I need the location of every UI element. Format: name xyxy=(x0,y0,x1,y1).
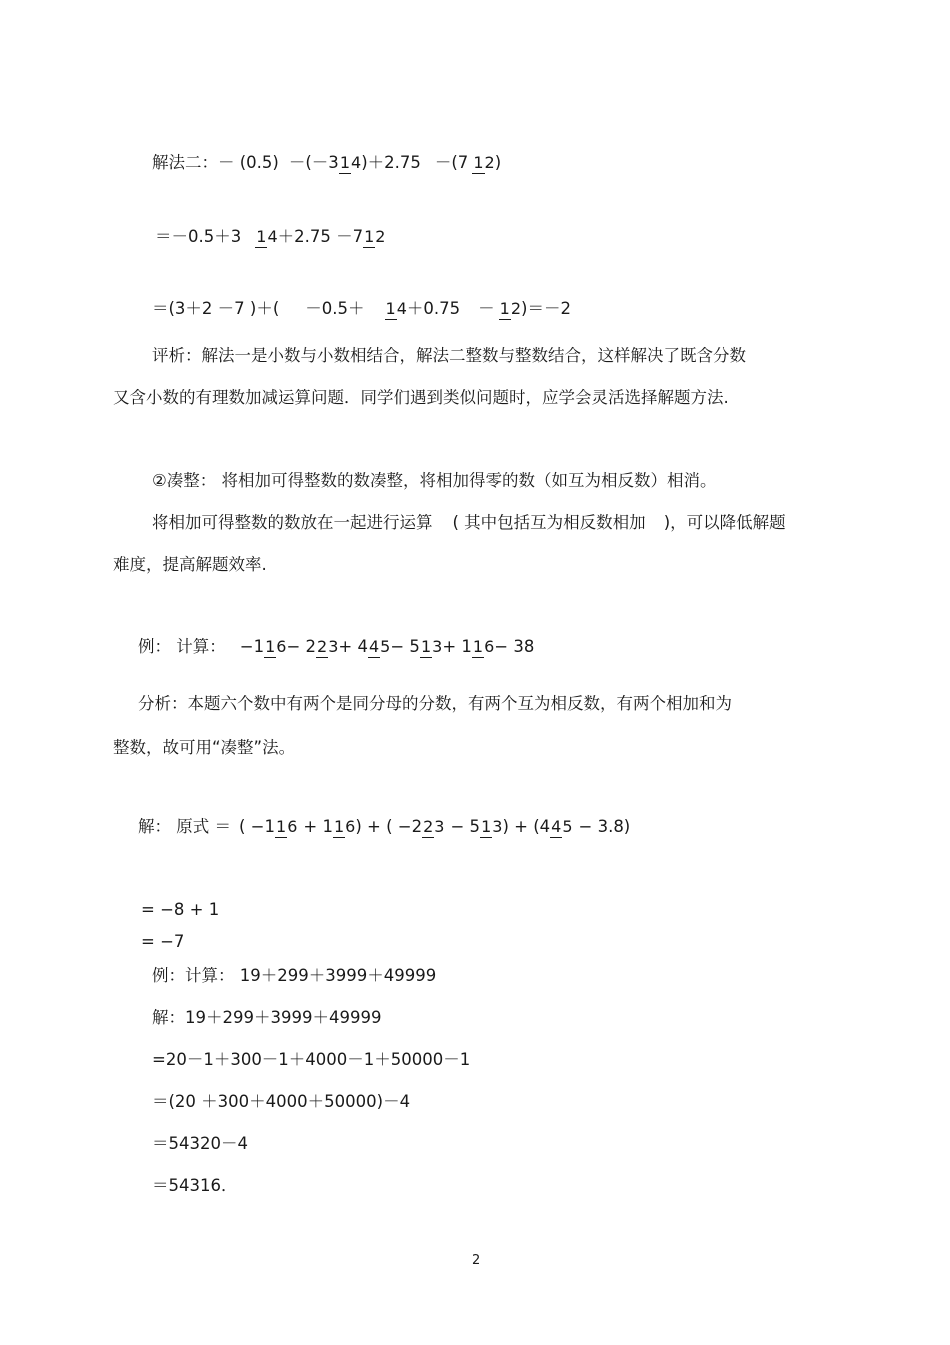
text: )，可以降低解题 xyxy=(663,513,786,532)
text: 例：计算： 19＋299＋3999＋49999 xyxy=(152,966,437,985)
text: ＝－0.5＋3 xyxy=(155,227,242,246)
fraction: 14 xyxy=(256,227,278,246)
solution2-line2 xyxy=(155,226,385,248)
text: )＋2.75 xyxy=(361,153,421,172)
text: ( 其中包括互为相反数相加 xyxy=(452,513,646,532)
fraction: 12 xyxy=(364,227,386,246)
text: －0.5＋ xyxy=(305,299,365,318)
method-paragraph-line1 xyxy=(152,513,786,533)
page-number: 2 xyxy=(472,1253,481,1268)
text: 例： 计算： xyxy=(138,637,226,656)
text: =20－1＋300－1＋4000－1＋50000－1 xyxy=(152,1050,471,1069)
text: + 1 xyxy=(442,637,472,656)
analysis-line2 xyxy=(113,738,295,758)
example2-question xyxy=(152,966,436,986)
fraction: 16 xyxy=(472,637,495,656)
example2-step3 xyxy=(152,1092,410,1112)
fraction: 45 xyxy=(368,637,391,656)
example2-step5 xyxy=(152,1176,238,1196)
fraction: 16 xyxy=(265,637,287,656)
example1-expression xyxy=(138,636,534,658)
text: 难度，提高解题效率. xyxy=(113,555,267,574)
text: ( −1 xyxy=(239,817,276,836)
text: 解：19＋299＋3999＋49999 xyxy=(152,1008,382,1027)
text: 又含小数的有理数加减运算问题．同学们遇到类似问题时，应学会灵活选择解题方法. xyxy=(113,388,729,407)
text: − 5 xyxy=(390,637,420,656)
comment-paragraph-line2 xyxy=(113,388,729,408)
text: －(－3 xyxy=(288,153,339,172)
fraction: 14 xyxy=(339,153,362,172)
text: 整数，故可用“凑整”法。 xyxy=(113,738,296,757)
fraction: 13 xyxy=(420,637,443,656)
fraction: 23 xyxy=(317,637,339,656)
text: = −7 xyxy=(141,932,185,951)
text: ＝(3＋2 －7 )＋( xyxy=(152,299,280,318)
text: ) xyxy=(494,153,502,172)
text: 解： 原式 ＝ xyxy=(138,817,231,836)
text: = −8 + 1 xyxy=(141,900,220,919)
text: ＝(20 ＋300＋4000＋50000)－4 xyxy=(152,1092,411,1111)
method-title xyxy=(152,471,717,491)
text: ) + (4 xyxy=(502,817,551,836)
text: －(7 xyxy=(434,153,469,172)
fraction: 13 xyxy=(481,817,503,836)
text: − 38 xyxy=(494,637,535,656)
text: 解法二：－ (0.5) xyxy=(152,153,279,172)
text: − 5 xyxy=(450,817,481,836)
text: + 4 xyxy=(338,637,368,656)
fraction: 45 xyxy=(551,817,573,836)
solution1-result-line2 xyxy=(141,932,184,952)
fraction: 16 xyxy=(276,817,298,836)
solution1-result-line1 xyxy=(141,900,219,920)
solution2-line1 xyxy=(152,152,501,174)
example2-step2 xyxy=(152,1050,470,1070)
text: −1 xyxy=(239,637,265,656)
text: － xyxy=(478,299,495,318)
analysis-line1 xyxy=(138,694,732,714)
text: − 2 xyxy=(286,637,317,656)
text: ＋0.75 xyxy=(406,299,461,318)
text: ) + ( −2 xyxy=(355,817,423,836)
fraction: 12 xyxy=(473,153,495,172)
text: 评析：解法一是小数与小数相结合，解法二整数与整数结合，这样解决了既含分数 xyxy=(152,346,746,365)
solution1-expression xyxy=(138,816,630,838)
example2-step4 xyxy=(152,1134,248,1154)
fraction: 23 xyxy=(423,817,445,836)
text: ②凑整： 将相加可得整数的数凑整，将相加得零的数（如互为相反数）相消。 xyxy=(152,471,717,490)
text: ＝54316． xyxy=(152,1176,238,1195)
solution2-line3 xyxy=(152,298,571,320)
text: )＝－2 xyxy=(521,299,571,318)
fraction: 16 xyxy=(333,817,356,836)
text: − 3.8) xyxy=(578,817,631,836)
text: ＝54320－4 xyxy=(152,1134,248,1153)
text: + 1 xyxy=(303,817,333,836)
example2-step1 xyxy=(152,1008,381,1028)
text: ＋2.75 －7 xyxy=(277,227,364,246)
fraction: 14 xyxy=(385,299,407,318)
text: 将相加可得整数的数放在一起进行运算 xyxy=(152,513,433,532)
fraction: 12 xyxy=(499,299,522,318)
comment-paragraph-line1 xyxy=(152,346,746,366)
text: 分析：本题六个数中有两个是同分母的分数，有两个互为相反数，有两个相加和为 xyxy=(138,694,732,713)
method-paragraph-line2 xyxy=(113,555,267,575)
